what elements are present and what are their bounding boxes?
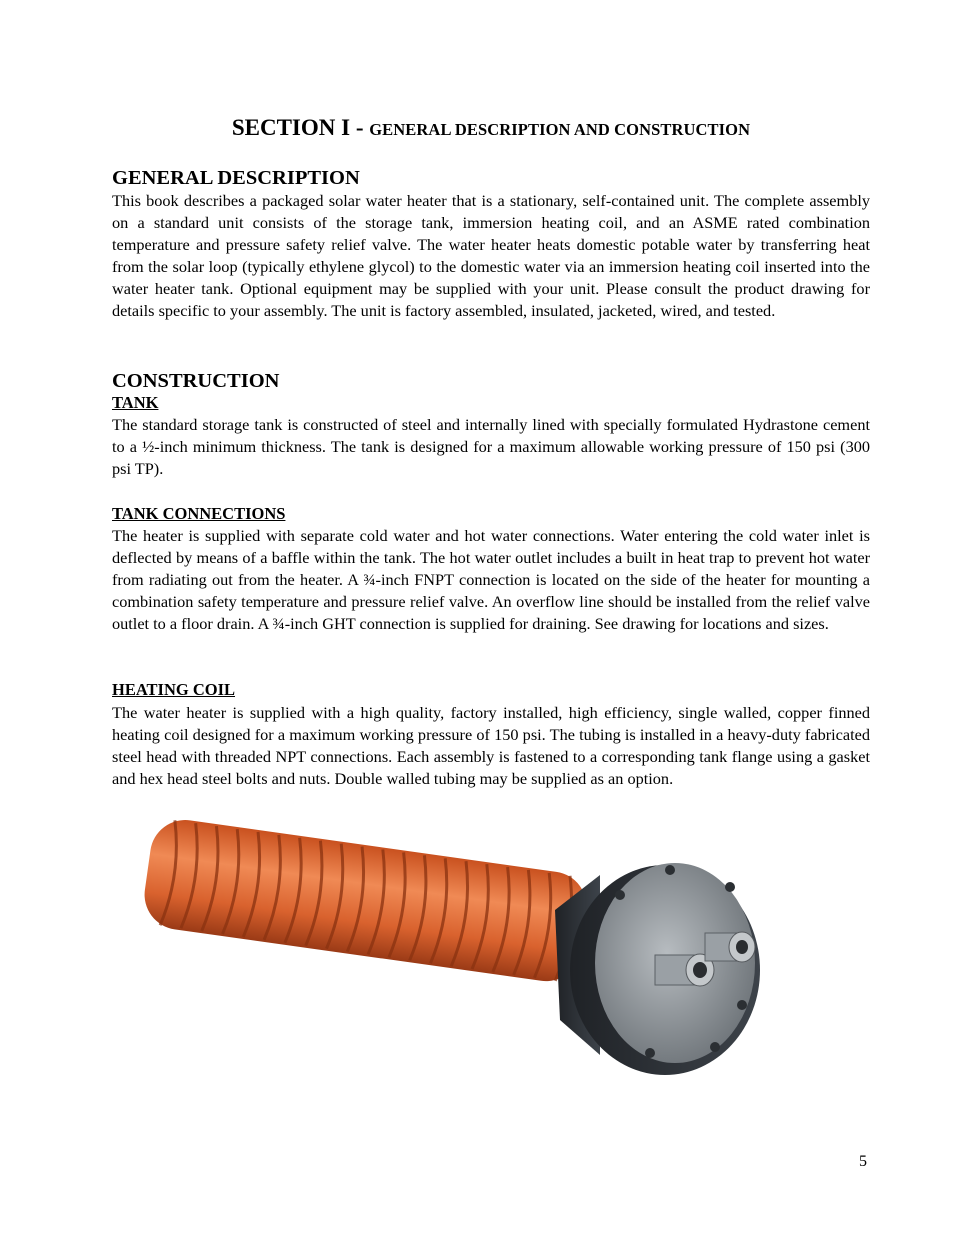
section-title xyxy=(112,114,870,144)
tank-connections-heading: TANK CONNECTIONS xyxy=(112,504,286,523)
section-title-sub: GENERAL DESCRIPTION AND CONSTRUCTION xyxy=(369,120,751,139)
page-number: 5 xyxy=(859,1153,867,1170)
tank-body: The standard storage tank is constructed of steel and internally lined with specially formulated Hydrastone cement to a ½-inch minimum thickness. The tank is designed for a maximum allowable working pressure of 150 psi (300 psi TP). xyxy=(112,415,870,478)
heating-coil-body: The water heater is supplied with a high quality, factory installed, high efficiency, single walled, copper finned heating coil designed for a maximum working pressure of 150 psi. The tubing is installed in a heavy-duty fabricated steel head with threaded NPT connections. Each assembly is fastened to a corresponding tank flange using a gasket and hex head steel bolts and nuts. Double walled tubing may be supplied as an option. xyxy=(112,703,870,788)
general-description-body: This book describes a packaged solar water heater that is a stationary, self-contained unit. The complete assembly on a standard unit consists of the storage tank, immersion heating coil, and an ASME rated combination temperature and pressure safety relief valve. The water heater heats domestic potable water by transferring heat from the solar loop (typically ethylene glycol) to the domestic water via an immersion heating coil inserted into the water heater tank. Optional equipment may be supplied with your unit. Please consult the product drawing for details specific to your assembly. The unit is factory assembled, insulated, jacketed, wired, and tested. xyxy=(112,191,870,320)
tank-connections-body: The heater is supplied with separate cold water and hot water connections. Water entering the cold water inlet is deflected by means of a baffle within the tank. The hot water outlet includes a built in heat trap to prevent hot water from radiating out from the heater. A ¾-inch FNPT connection is located on the side of the heater for mounting a combination safety temperature and pressure relief valve. An overflow line should be installed from the relief valve outlet to a floor drain. A ¾-inch GHT connection is supplied for draining. See drawing for locations and sizes. xyxy=(112,526,870,633)
heating-coil-photo xyxy=(130,815,760,1080)
heating-coil-heading: HEATING COIL xyxy=(112,680,236,699)
section-title-main: SECTION I - xyxy=(231,115,370,140)
general-description-heading: GENERAL DESCRIPTION xyxy=(112,167,360,189)
construction-heading: CONSTRUCTION xyxy=(112,370,280,392)
tank-heading: TANK xyxy=(112,393,159,412)
